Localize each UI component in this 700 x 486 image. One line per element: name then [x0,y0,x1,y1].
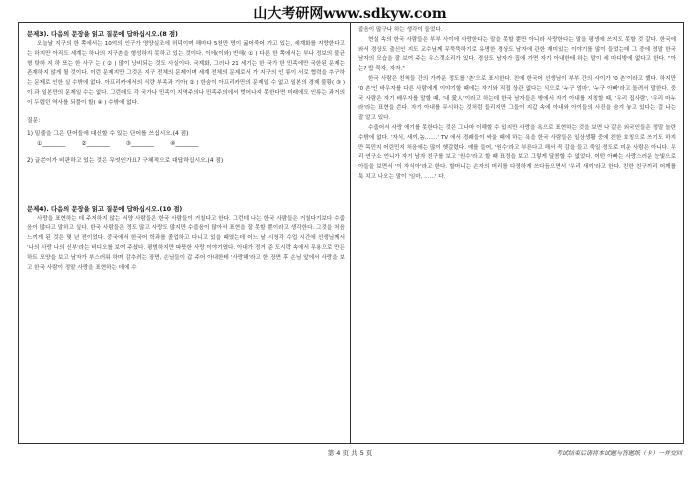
question3-sub1: 1) 밑줄을 그은 단어들에 대신할 수 있는 단어를 쓰십시오.(4 점) [27,130,189,137]
answer-blanks [37,141,345,147]
page-number: 第 4 页 共 5 页 [327,449,373,457]
question4-heading: 문제4). 다음의 문장을 읽고 질문에 답하십시오.(10 점) [27,205,183,213]
right-column [358,26,676,440]
passage-paragraph-2: 한국 사람은 친척들 간의 가까운 정도를 '촌'으로 표시한다. 친에 한국어 선생님이 부부 간의 사이가 '0 촌'이라고 했다. 하지만 '0 촌'인 바우자를 다른 사람에게 이야기할 때에는 자기와 직접 상관 없다는 식으로 '누구 엄마', '누구 아빠'라고 돌려서 말한다. 중국 사람은 자기 배우자를 말할 때, '내 愛人'이라고 하는데 한국 남자들은 밖에서 자기 아내를 지칭할 때, '우리 집사람', '우리 마누라'라는 표현을 쓴다. 자기 아내를 무시하는 것처럼 들리지만 그들이 지갑 속에 아내와 아이들의 사진을 숨겨 놓고 있다는 걸 나는 잘 알고 있다. [358,75,676,122]
passage-paragraph-3: 수줍어서 사랑 에기를 못한다는 것은 그나마 이해할 수 있지만 사랑을 욕으로 표현하는 것을 보면 나 같은 외국인들은 정말 놀란 수밖에 없다. '자식, 새끼,놈,......' TV 에서 경쾌들이 싸울 때에 하는 욕을 한국 사람들은 일상생활 중에 친한 호칭으로 쓰기도 하지만 목민지 어린민지 처음에는 많이 헷갈렸다. 예를 들어, '원수'라고 부른다고 해서 꼭 감을 들고 죽일 정도로 미운 사람은 아니다. 우리 연구소 언니가 자기 남자 친구를 보고 '원수'라고 할 때 표정을 보고 그렇게 달콤할 수 없었다. 어떤 아빠는 사랑스러운 눈빛으로 아들을 보면서 '이 자식아'라고 한다. 할머니는 손자의 머리를 다정하게 쓰다듬으면서 '우리 새끼'라고 한다. 친한 친구끼리 어깨를 툭 치고 나오는 말이 '임마, ......' 다. [358,124,676,180]
blank-2: ②________ [81,140,110,147]
questions-label: 질문: [27,117,41,124]
exam-page-frame [18,22,684,444]
passage-paragraph-1: 현실 속의 한국 사람들은 부부 사이에 사랑한다는 말을 못할 뿐만 아니라 사랑한다는 말을 평생에 쓰지도 못할 것 같다. 한국에 와서 경상도 출신인 지도 교수님께 무뚝뚝하기로 유명한 경상도 남자에 관한 재미있는 이야기를 많이 들었는데 그 중에 정말 한국 남자의 모습을 잘 보여 주는 우스갯소리가 있다. 경상도 남자가 집에 가면 자기 아내한테 하는 말이 세 마디밖에 없다고 한다. "아는? 밥 묵자, 자자." [358,36,676,73]
question3-sub2: 2) 글쓴이가 비판하고 있는 것은 무엇인가요? 구체적으로 대답하십시오.(4 점) [27,157,224,164]
passage-continuation: 줍음이 많구나 하는 생각이 들었다. [358,27,443,33]
question3-heading: 문제3). 다음의 문장을 읽고 질문에 답하십시오.(8 점) [27,31,178,38]
question4-passage: 사랑을 표현하는 데 주저하지 않는 서양 사람들은 한국 사람들이 거칠다고 한다. 그런데 나는 한국 사람들은 거칠다기보다 수줍음이 많다고 말하고 싶다. 한국 사람들은 정도 많고 사랑도 많지만 수줍음이 많아서 표현을 잘 못할 뿐이라고 생각한다. 그것을 처음 느끼게 된 것은 몇 년 전이었다. 중국에서 한국어 학과를 졸업하고 다니고 있을 때였는데 어느 날 시청각 수업 시간에 선생님께서 '나의 사랑 나의 신부'라는 비디오를 보여 주셨다. 평범하지만 따뜻한 사랑 이야기였다. 아내가 정거 준 도시락 속에서 무용으로 만든 하트 모양을 보고 남자가 부스러워 하며 감추려는 장면, 손님들이 갑 주어 아내한테 '사랑해'라고 한 장면 후 손님 앞에서 사랑을 보고 한국 사람이 정말 사랑을 표현하는 데에 수 [27,215,345,271]
column-divider [350,23,351,443]
blank-1: ①________ [37,140,66,147]
site-watermark: 山大考研网www.sdkyw.com [253,6,447,22]
question3-passage: 오늘날 지구의 한 쪽에서는 10억의 인구가 영양실조에 허덕이며 해마다 5천만 명이 굶어죽어 가고 있는, 세계화를 지향한다고는 하지만 아직도 세계는 하나의 지구촌을 형성하지 못하고 있는 것이다. 이에(이와) 반해( ① ) 다른 한 쪽에서는 부나 정보의 불균형 탓하 지 하 또는 한 사구 는 ( ② ) 많이 낭비되는 것도 사실이다. 국제화, 그러나 21 세기는 한 국가 한 민족에만 국한된 문제는 존재하지 않게 될 것이다. 이런 문제지만 그것은 지구 전체의 문제이며 세계 전체의 문제로서 가 지구의 인 류이 서로 협력을 추구하는 문제로 인한 실 수밖에 없다. 아프리카에서의 식량 부족과 기아( ② ) 한숨이 아프리카만의 문제일 수 없고 일본의 경제 불황( ③ ) 이 과 일본만의 문제일 수는 없다. 그런데도 각 국가나 민족이 지역주의나 민족주의에서 벗어나지 못한다면 미래에도 인류는 과거의 이 두렵던 역사를 되풀이 할( ④ ) 수밖에 없다. [27,41,345,106]
left-column [27,26,345,440]
blank-3: ③________ [125,140,155,147]
exam-instruction-note: 考试结束后请将本试题与答题纸（卡）一并交回 [555,450,682,457]
blank-4: ④________ [170,140,199,147]
